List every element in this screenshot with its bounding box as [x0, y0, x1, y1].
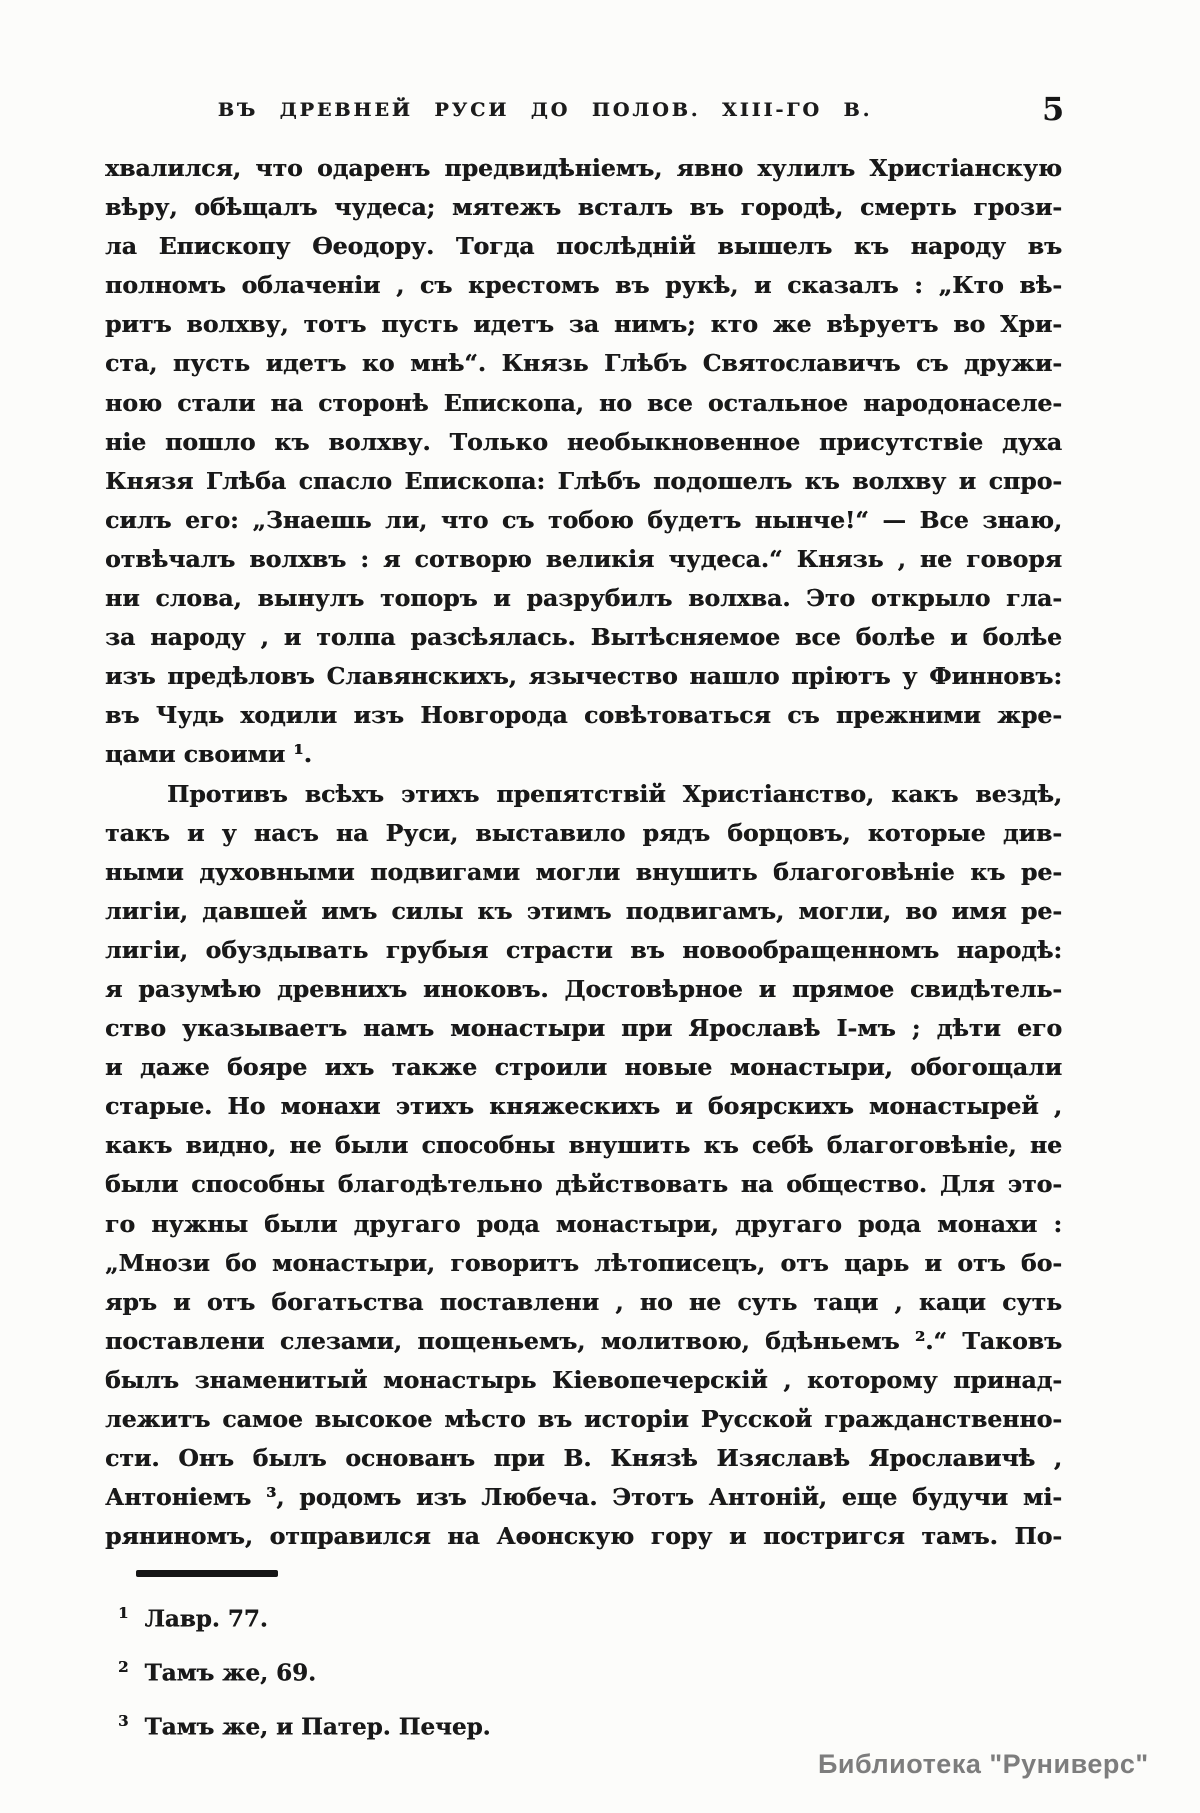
text-line: ными духовными подвигами могли внушить благоговѣніе къ ре-	[105, 857, 1062, 886]
text-line: какъ видно, не были способны внушить къ себѣ благоговѣніе, не	[105, 1131, 1062, 1160]
footnote	[118, 1694, 491, 1748]
text-line: сти. Онъ былъ основанъ при В. Князѣ Изяславѣ Ярославичѣ ,	[105, 1444, 1062, 1473]
text-line: были способны благодѣтельно дѣйствовать на общество. Для это-	[105, 1170, 1062, 1199]
text-line: поставлени слезами, пощеньемъ, молитвою, бдѣньемъ ².“ Таковъ	[105, 1326, 1062, 1355]
text-line: го нужны были другаго рода монастыри, другаго рода монахи :	[105, 1209, 1062, 1238]
footnote-marker: 3	[118, 1712, 129, 1730]
text-line-paragraph-start: Противъ всѣхъ этихъ препятствій Христіанство, какъ вездѣ,	[167, 779, 1062, 808]
text-line: хвалился, что одаренъ предвидѣніемъ, явно хулилъ Христіанскую	[105, 154, 1062, 182]
text-line: старые. Но монахи этихъ княжескихъ и боярскихъ монастырей ,	[105, 1092, 1062, 1121]
footnote-text: Лавр. 77.	[144, 1605, 268, 1633]
text-line: ста, пусть идетъ ко мнѣ“. Князь Глѣбъ Святославичъ съ дружи-	[105, 349, 1062, 378]
library-watermark: Библиотека "Руниверс"	[818, 1749, 1149, 1779]
footnote-text: Тамъ же, и Патер. Печер.	[144, 1713, 491, 1741]
text-line: отвѣчалъ волхвъ : я сотворю великія чудеса.“ Князь , не говоря	[105, 544, 1062, 573]
text-line: такъ и у насъ на Руси, выставило рядъ борцовъ, которые див-	[105, 818, 1062, 847]
footnote-text: Тамъ же, 69.	[144, 1659, 316, 1687]
text-line: Князя Глѣба спасло Епископа: Глѣбъ подошелъ къ волхву и спро-	[105, 466, 1062, 495]
text-line: „Мнози бо монастыри, говоритъ лѣтописецъ, отъ царь и отъ бо-	[105, 1248, 1062, 1277]
running-header: ВЪ ДРЕВНЕЙ РУСИ ДО ПОЛОВ. XIII-ГО В.	[217, 99, 873, 121]
text-line: былъ знаменитый монастырь Кіевопечерскій , которому принад-	[105, 1365, 1062, 1394]
text-line: вѣру, обѣщалъ чудеса; мятежъ всталъ въ городѣ, смерть грози-	[105, 193, 1062, 222]
footnote	[118, 1640, 491, 1694]
footnote-marker: 2	[118, 1658, 129, 1676]
text-line: лигіи, обуздывать грубыя страсти въ новообращенномъ народѣ:	[105, 935, 1062, 964]
text-line: ла Епископу Ѳеодору. Тогда послѣдній вышелъ къ народу въ	[105, 232, 1062, 261]
footnotes-block	[118, 1586, 491, 1748]
text-line: ряниномъ, отправился на Аѳонскую гору и постригся тамъ. По-	[105, 1522, 1062, 1551]
text-line: въ Чудь ходили изъ Новгорода совѣтоваться съ прежними жре-	[105, 701, 1062, 730]
footnote-marker: 1	[118, 1604, 129, 1622]
text-line: ніе пошло къ волхву. Только необыкновенное присутствіе духа	[105, 427, 1062, 456]
page-number: 5	[1042, 90, 1065, 128]
text-line: лигіи, давшей имъ силы къ этимъ подвигамъ, могли, во имя ре-	[105, 896, 1062, 925]
text-line: и даже бояре ихъ также строили новые монастыри, обогощали	[105, 1053, 1062, 1082]
text-line: яръ и отъ богатьства поставлени , но не суть таци , каци суть	[105, 1287, 1062, 1316]
text-line: полномъ облаченіи , съ крестомъ въ рукѣ, и сказалъ : „Кто вѣ-	[105, 271, 1062, 300]
footnote-separator-rule	[136, 1570, 278, 1577]
footnote	[118, 1586, 491, 1640]
text-line: Антоніемъ ³, родомъ изъ Любеча. Этотъ Антоній, еще будучи мі-	[105, 1483, 1062, 1512]
text-line-paragraph-end: цами своими ¹.	[105, 740, 312, 769]
text-line: силъ его: „Знаешь ли, что съ тобою будетъ нынче!“ — Все знаю,	[105, 505, 1062, 534]
text-line: лежитъ самое высокое мѣсто въ исторіи Русской гражданственно-	[105, 1405, 1062, 1433]
text-line: ство указываетъ намъ монастыри при Ярославѣ I-мъ ; дѣти его	[105, 1014, 1062, 1043]
text-line: изъ предѣловъ Славянскихъ, язычество нашло пріютъ у Финновъ:	[105, 662, 1062, 691]
text-line: ритъ волхву, тотъ пусть идетъ за нимъ; кто же вѣруетъ во Хри-	[105, 310, 1062, 339]
text-line: за народу , и толпа разсѣялась. Вытѣсняемое все болѣе и болѣе	[105, 623, 1062, 652]
text-line: ною стали на сторонѣ Епископа, но все остальное народонаселе-	[105, 388, 1062, 417]
text-line: ни слова, вынулъ топоръ и разрубилъ волхва. Это открыло гла-	[105, 584, 1062, 613]
body-text-block	[105, 149, 1062, 1556]
text-line: я разумѣю древнихъ иноковъ. Достовѣрное и прямое свидѣтель-	[105, 974, 1062, 1003]
